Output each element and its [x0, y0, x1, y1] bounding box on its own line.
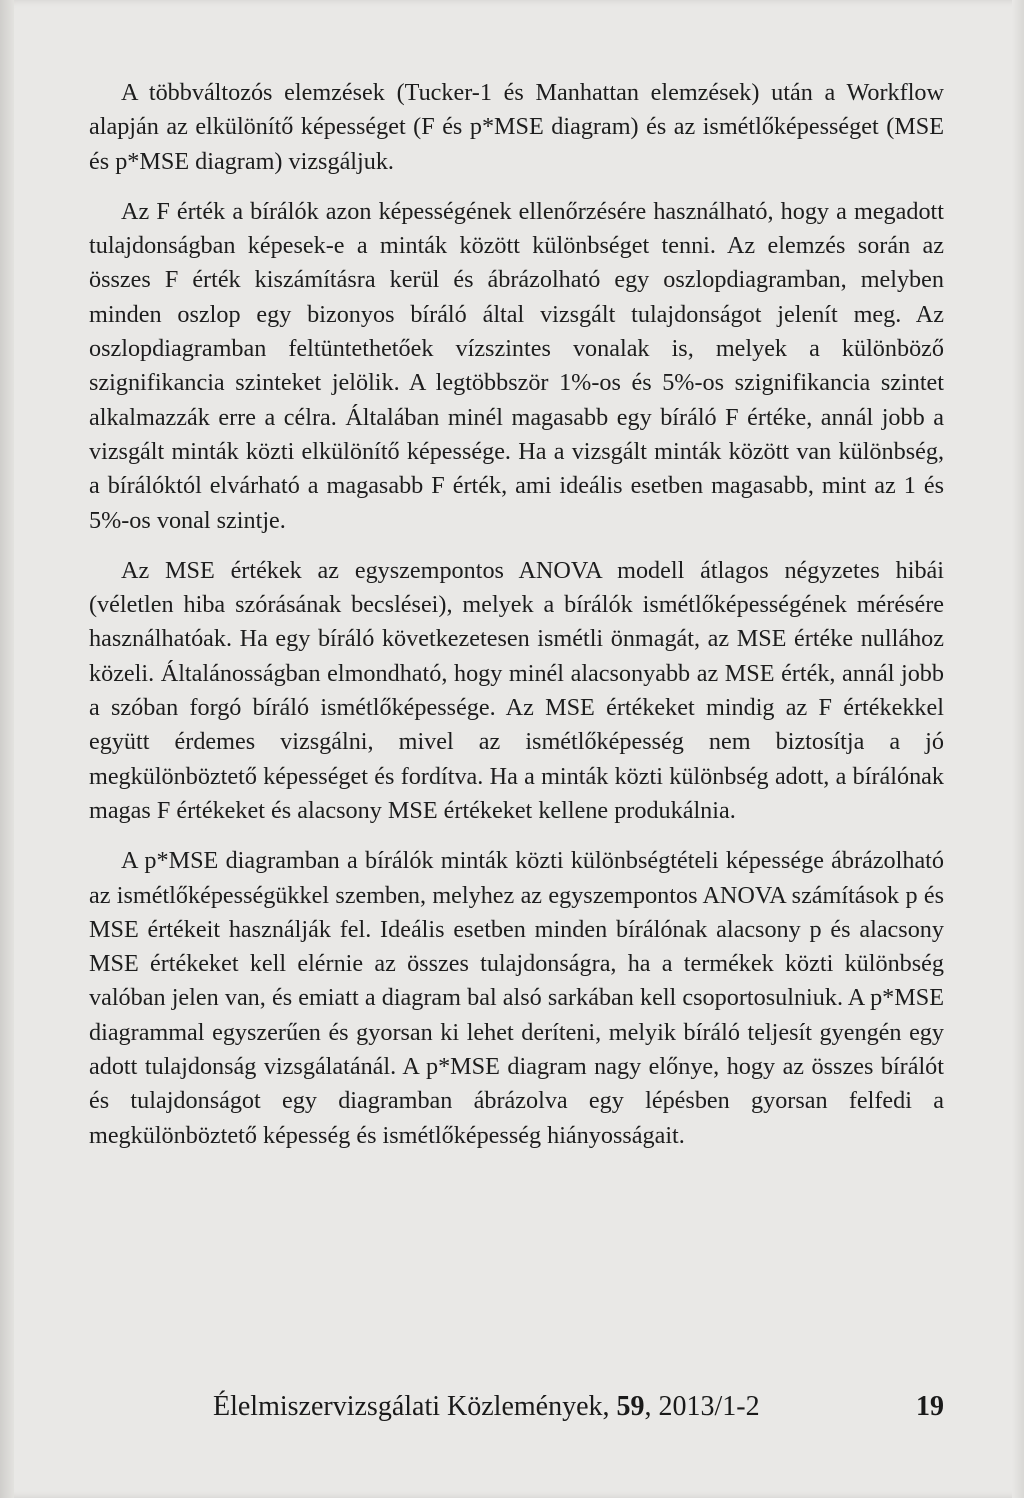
page-edge-shadow — [1012, 0, 1024, 1498]
paragraph-mse-value: Az MSE értékek az egyszempontos ANOVA modell átlagos négyzetes hibái (véletlen hiba szórásának becslései), melyek a bírálók ismétlőképességének mérésére használhatóak. Ha egy bíráló következetesen ismétli önmagát, az MSE értéke nullához közeli. Általánosságban elmondható, hogy minél alacsonyabb az MSE érték, annál jobb a szóban forgó bíráló ismétlőképessége. Az MSE értékeket mindig az F értékekkel együtt érdemes vizsgálni, mivel az ismétlőképesség nem biztosítja a jó megkülönböztető képességet és fordítva. Ha a minták közti különbség adott, a bírálónak magas F értékeket és alacsony MSE értékeket kellene produkálnia. — [89, 556, 944, 824]
body-text — [89, 76, 944, 1169]
paragraph-intro: A többváltozós elemzések (Tucker-1 és Manhattan elemzések) után a Workflow alapján az elkülönítő képességet (F és p*MSE diagram) és az ismétlőképességet (MSE és p*MSE diagram) vizsgáljuk. — [89, 79, 944, 175]
journal-volume: 59 — [616, 1391, 645, 1422]
paragraph-p-mse-diagram: A p*MSE diagramban a bírálók minták közti különbségtételi képessége ábrázolható az ismétlőképességükkel szemben, melyhez az egyszempontos ANOVA számítások p és MSE értékeit használják fel. Ideális esetben minden bírálónak alacsony p és alacsony MSE értékeket kell elérnie az összes tulajdonságra, ha a termékek közti különbség valóban jelen van, és emiatt a diagram bal alsó sarkában kell csoportosulniuk. A p*MSE diagrammal egyszerűen és gyorsan ki lehet deríteni, melyik bíráló teljesít gyengén egy adott tulajdonság vizsgálatánál. A p*MSE diagram nagy előnye, hogy az összes bírálót és tulajdonságot egy diagramban ábrázolva egy lépésben gyorsan felfedi a megkülönböztető képesség és ismétlőképesség hiányosságait. — [89, 847, 944, 1149]
journal-citation — [213, 1391, 760, 1423]
paragraph-f-value: Az F érték a bírálók azon képességének ellenőrzésére használható, hogy a megadott tulajdonságban képesek-e a minták között különbséget tenni. Az elemzés során az összes F érték kiszámításra kerül és ábrázolható egy oszlopdiagramban, melyben minden oszlop egy bizonyos bíráló által vizsgált tulajdonságot jelenít meg. Az oszlopdiagramban feltüntethetőek vízszintes vonalak is, melyek a különböző szignifikancia szinteket jelölik. A legtöbbször 1%-os és 5%-os szignifikancia szintet alkalmazzák erre a célra. Általában minél magasabb egy bíráló F értéke, annál jobb a vizsgált minták közti elkülönítő képessége. Ha a vizsgált minták között van különbség, a bírálóktól elvárható a magasabb F érték, ami ideális esetben magasabb, mint az 1 és 5%-os vonal szintje. — [89, 197, 944, 534]
page-spine-shadow — [0, 0, 14, 1498]
journal-name: Élelmiszervizsgálati Közlemények, — [213, 1391, 617, 1422]
page-footer — [89, 1391, 944, 1431]
journal-issue: , 2013/1-2 — [644, 1391, 760, 1422]
page-number: 19 — [916, 1391, 944, 1422]
